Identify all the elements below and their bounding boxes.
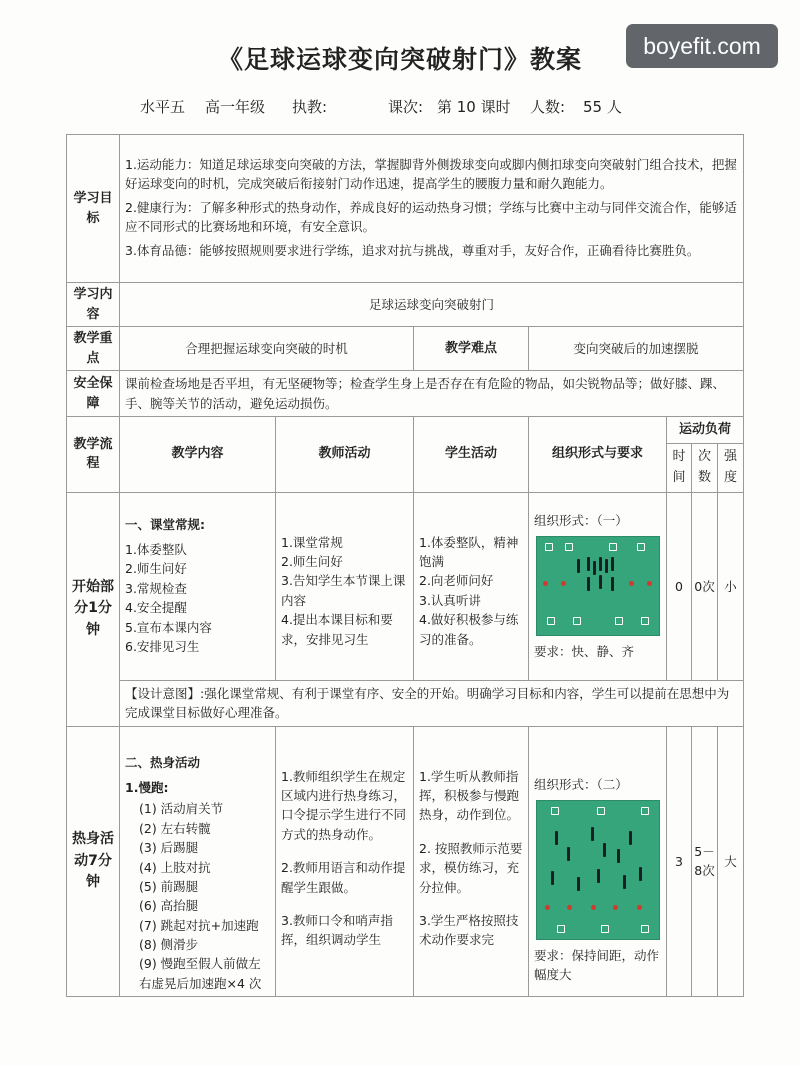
warmup-student-item: 1.学生听从教师指挥，积极参与慢跑热身，动作到位。 [419,768,520,823]
warmup-subtitle: 1.慢跑: [125,780,169,796]
lesson-label: 课次: [388,98,424,116]
key-row [67,327,744,371]
goals-label: 学习目标 [67,135,120,283]
warmup-item: (2) 左右转髋 [139,820,211,836]
warmup-content-cell [120,726,276,997]
count-value: 55 人 [583,98,622,116]
warmup-org-label: 组织形式：（二） [534,776,628,792]
field-diagram-icon [536,800,660,940]
teacher-header: 教师活动 [276,417,414,493]
grade-text: 高一年级 [205,98,266,116]
warmup-student-cell [414,726,529,997]
warmup-intensity: 大 [718,726,744,997]
start-design-cell: 【设计意图】:强化课堂常规、有利于课堂有序、安全的开始。明确学习目标和内容，学生可以提前在思想中为完成课堂目标做好心理准备。 [120,680,744,726]
warmup-item: (8) 侧滑步 [139,937,199,953]
lesson-value: 第 10 课时 [437,98,511,116]
start-content-item: 6.安排见习生 [125,638,200,654]
warmup-stage-label: 热身活动7分钟 [67,726,120,997]
start-teacher-item: 1.课堂常规 [281,534,343,550]
goals-cell [120,135,744,283]
lesson-info-row [0,96,800,120]
start-intensity: 小 [718,492,744,680]
warmup-item: (1) 活动肩关节 [139,801,224,817]
page-title: 《足球运球变向突破射门》教案 [217,45,582,74]
start-section-title: 一、课堂常规: [125,516,205,532]
warmup-times: 5－8次 [692,726,718,997]
org-header: 组织形式与要求 [529,417,667,493]
warmup-item: (3) 后踢腿 [139,840,199,856]
content-header: 教学内容 [120,417,276,493]
warmup-student-item: 3.学生严格按照技术动作要求完 [419,912,519,948]
goal-item: 3.体育品德：能够按照规则要求进行学练，追求对抗与挑战，尊重对手，友好合作，正确看待比赛胜负。 [125,242,700,258]
start-content-item: 1.体委整队 [125,542,187,558]
start-org-requirement: 要求：快、静、齐 [534,644,635,660]
start-content-item: 3.常规检查 [125,580,187,596]
start-teacher-cell [276,492,414,680]
start-student-item: 3.认真听讲 [419,592,481,608]
warmup-teacher-item: 3.教师口令和哨声指挥，组织调动学生 [281,912,393,948]
start-design-row [67,680,744,726]
safety-label: 安全保障 [67,371,120,417]
warmup-item: (6) 高抬腿 [139,898,199,914]
warmup-item: (7) 跳起对抗+加速跑 [139,917,259,933]
start-teacher-item: 2.师生问好 [281,554,343,570]
field-diagram-icon [536,536,660,636]
safety-value: 课前检查场地是否平坦，有无坚硬物等；检查学生身上是否存在有危险的物品，如尖锐物品等；做好膝、踝、手、腕等关节的活动，避免运动损伤。 [120,371,744,417]
student-header: 学生活动 [414,417,529,493]
start-content-item: 5.宣布本课内容 [125,619,212,635]
start-teacher-item: 3.告知学生本节课上课内容 [281,573,406,608]
start-teacher-item: 4.提出本课目标和要求，安排见习生 [281,612,393,647]
warmup-item: (5) 前踢腿 [139,878,199,894]
warmup-section-title: 二、热身活动 [125,754,201,770]
level-text: 水平五 [140,98,186,116]
start-org-label: 组织形式：（一） [534,512,628,528]
goal-item: 1.运动能力：知道足球运球变向突破的方法，掌握脚背外侧拨球变向或脚内侧扣球变向突破射门组合技术，把握好运球变向的时机，完成突破后衔接射门动作迅速，提高学生的腰腹力量和耐久跑能力。 [125,157,737,192]
warmup-row [67,726,744,997]
start-content-cell [120,492,276,680]
watermark-badge: boyefit.com [626,24,778,68]
start-student-item: 1.体委整队，精神饱满 [419,534,519,570]
warmup-student-item: 2. 按照教师示范要求，模仿练习，充分拉伸。 [419,840,523,895]
content-label: 学习内容 [67,283,120,327]
start-student-item: 2.向老师问好 [419,573,494,589]
goals-row [67,135,744,283]
safety-row [67,371,744,417]
warmup-time: 3 [667,726,692,997]
start-time: 0 [667,492,692,680]
content-value: 足球运球变向突破射门 [120,283,744,327]
teacher-label: 执教: [292,98,328,116]
goal-item: 2.健康行为：了解多种形式的热身动作，养成良好的运动热身习惯；学练与比赛中主动与同伴交流合作，能够适应不同形式的比赛场地和环境，有安全意识。 [125,199,737,235]
count-label: 人数: [530,98,566,116]
start-org-cell [529,492,667,680]
key-label: 教学重点 [67,327,120,371]
times-header: 次数 [692,444,718,493]
difficulty-value: 变向突破后的加速摆脱 [529,327,744,371]
start-student-item: 4.做好积极参与练习的准备。 [419,612,519,647]
intensity-header: 强度 [718,444,744,493]
header-row-1 [67,417,744,444]
key-value: 合理把握运球变向突破的时机 [120,327,414,371]
start-times: 0次 [692,492,718,680]
lesson-plan-table [66,134,744,997]
warmup-teacher-cell [276,726,414,997]
difficulty-label: 教学难点 [414,327,529,371]
start-stage-label: 开始部分1分钟 [67,492,120,726]
start-content-item: 4.安全提醒 [125,600,187,616]
start-row [67,492,744,680]
start-student-cell [414,492,529,680]
warmup-teacher-item: 2.教师用语言和动作提醒学生跟做。 [281,860,406,895]
warmup-org-requirement: 要求：保持间距，动作幅度大 [534,948,660,983]
flow-header: 教学流程 [67,417,120,493]
warmup-item: (4) 上肢对抗 [139,859,211,875]
warmup-item: (9) 慢跑至假人前做左右虚晃后加速跑×4 次 [139,956,262,991]
load-header: 运动负荷 [667,417,744,444]
content-row [67,283,744,327]
warmup-org-cell [529,726,667,997]
warmup-teacher-item: 1.教师组织学生在规定区域内进行热身练习，口令提示学生进行不同方式的热身动作。 [281,768,407,842]
time-header: 时间 [667,444,692,493]
start-content-item: 2.师生问好 [125,561,187,577]
